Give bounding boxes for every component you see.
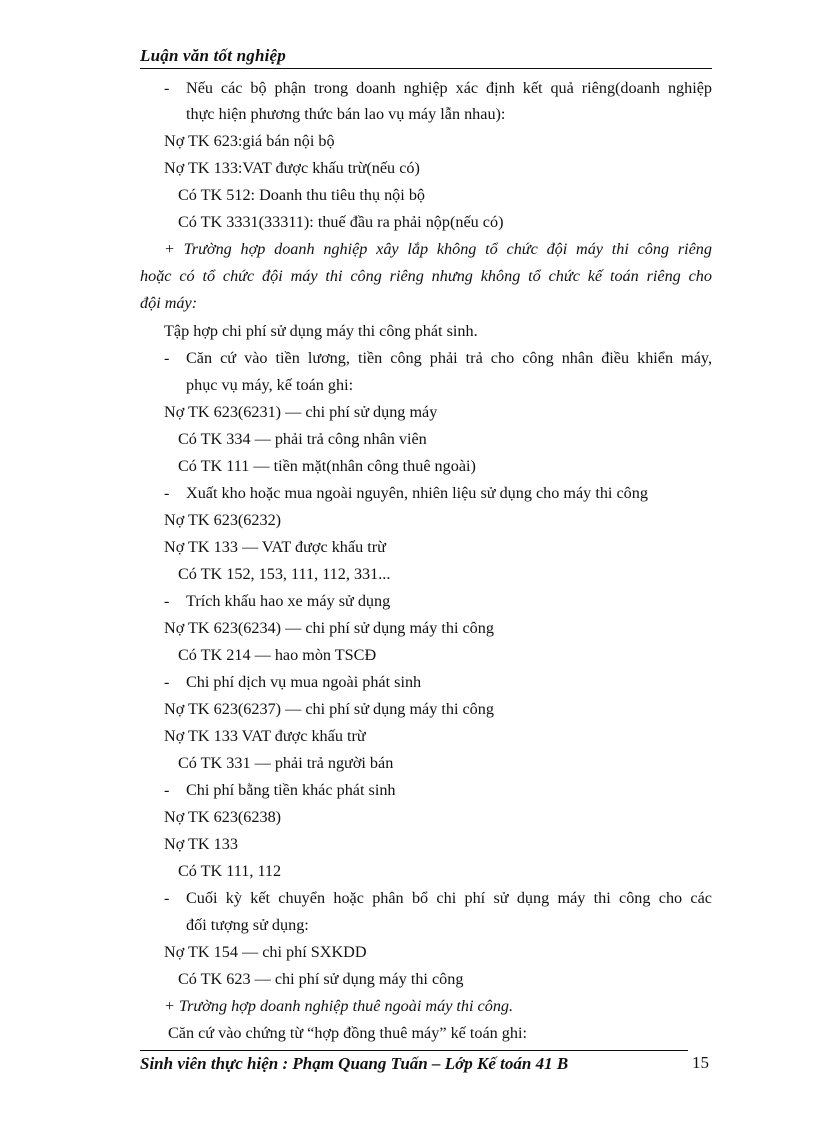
italic-heading-line: + Trường hợp doanh nghiệp xây lắp không tổ chức đội máy thi công riêng — [164, 240, 712, 258]
page-header-title: Luận văn tốt nghiệp — [140, 46, 286, 65]
journal-debit-line: Nợ TK 133 — [164, 835, 238, 853]
journal-credit-line: Có TK 623 — chi phí sử dụng máy thi công — [178, 970, 464, 988]
bullet-dash: - — [164, 79, 170, 97]
bullet-dash: - — [164, 889, 170, 907]
text-line: thực hiện phương thức bán lao vụ máy lẫn nhau): — [186, 105, 506, 123]
bullet-text: Chi phí bằng tiền khác phát sinh — [186, 781, 396, 799]
footer-divider — [140, 1050, 688, 1051]
journal-debit-line: Nợ TK 133 — VAT được khấu trừ — [164, 538, 386, 556]
bullet-text: Nếu các bộ phận trong doanh nghiệp xác định kết quả riêng(doanh nghiệp — [186, 79, 712, 97]
bullet-dash: - — [164, 349, 170, 367]
journal-debit-line: Nợ TK 623:giá bán nội bộ — [164, 132, 335, 150]
bullet-dash: - — [164, 673, 170, 691]
bullet-text: Chi phí dịch vụ mua ngoài phát sinh — [186, 673, 422, 691]
bullet-text: Xuất kho hoặc mua ngoài nguyên, nhiên liệu sử dụng cho máy thi công — [186, 484, 648, 502]
journal-debit-line: Nợ TK 623(6238) — [164, 808, 282, 826]
footer-author: Sinh viên thực hiện : Phạm Quang Tuấn – Lớp Kế toán 41 B — [140, 1054, 569, 1073]
header-divider — [140, 68, 712, 69]
journal-credit-line: Có TK 331 — phải trả người bán — [178, 754, 394, 772]
journal-debit-line: Nợ TK 154 — chi phí SXKDD — [164, 943, 367, 961]
bullet-text: Trích khấu hao xe máy sử dụng — [186, 592, 391, 610]
journal-credit-line: Có TK 214 — hao mòn TSCĐ — [178, 646, 377, 664]
page-number: 15 — [692, 1053, 709, 1072]
journal-credit-line: Có TK 111 — tiền mặt(nhân công thuê ngoài) — [178, 457, 476, 475]
journal-credit-line: Có TK 3331(33311): thuế đầu ra phải nộp(nếu có) — [178, 213, 504, 231]
italic-heading-line: đội máy: — [140, 294, 198, 312]
italic-heading-line: hoặc có tổ chức đội máy thi công riêng nhưng không tổ chức kế toán riêng cho — [140, 267, 712, 285]
journal-debit-line: Nợ TK 133:VAT được khấu trừ(nếu có) — [164, 159, 420, 177]
text-line: phục vụ máy, kế toán ghi: — [186, 376, 354, 394]
bullet-text: Căn cứ vào tiền lương, tiền công phải trả cho công nhân điều khiển máy, — [186, 349, 712, 367]
text-line: Căn cứ vào chứng từ “hợp đồng thuê máy” kế toán ghi: — [168, 1024, 527, 1042]
journal-debit-line: Nợ TK 623(6237) — chi phí sử dụng máy thi công — [164, 700, 494, 718]
bullet-dash: - — [164, 592, 170, 610]
journal-credit-line: Có TK 111, 112 — [178, 862, 282, 880]
text-line: đối tượng sử dụng: — [186, 916, 309, 934]
journal-credit-line: Có TK 334 — phải trả công nhân viên — [178, 430, 427, 448]
italic-heading-line: + Trường hợp doanh nghiệp thuê ngoài máy thi công. — [164, 997, 514, 1015]
journal-credit-line: Có TK 512: Doanh thu tiêu thụ nội bộ — [178, 186, 426, 204]
bullet-dash: - — [164, 484, 170, 502]
journal-credit-line: Có TK 152, 153, 111, 112, 331... — [178, 565, 391, 583]
journal-debit-line: Nợ TK 623(6234) — chi phí sử dụng máy thi công — [164, 619, 494, 637]
bullet-text: Cuối kỳ kết chuyển hoặc phân bổ chi phí sử dụng máy thi công cho các — [186, 889, 712, 907]
text-line: Tập hợp chi phí sử dụng máy thi công phát sinh. — [164, 322, 478, 340]
journal-debit-line: Nợ TK 623(6231) — chi phí sử dụng máy — [164, 403, 438, 421]
journal-debit-line: Nợ TK 133 VAT được khấu trừ — [164, 727, 366, 745]
journal-debit-line: Nợ TK 623(6232) — [164, 511, 282, 529]
bullet-dash: - — [164, 781, 170, 799]
